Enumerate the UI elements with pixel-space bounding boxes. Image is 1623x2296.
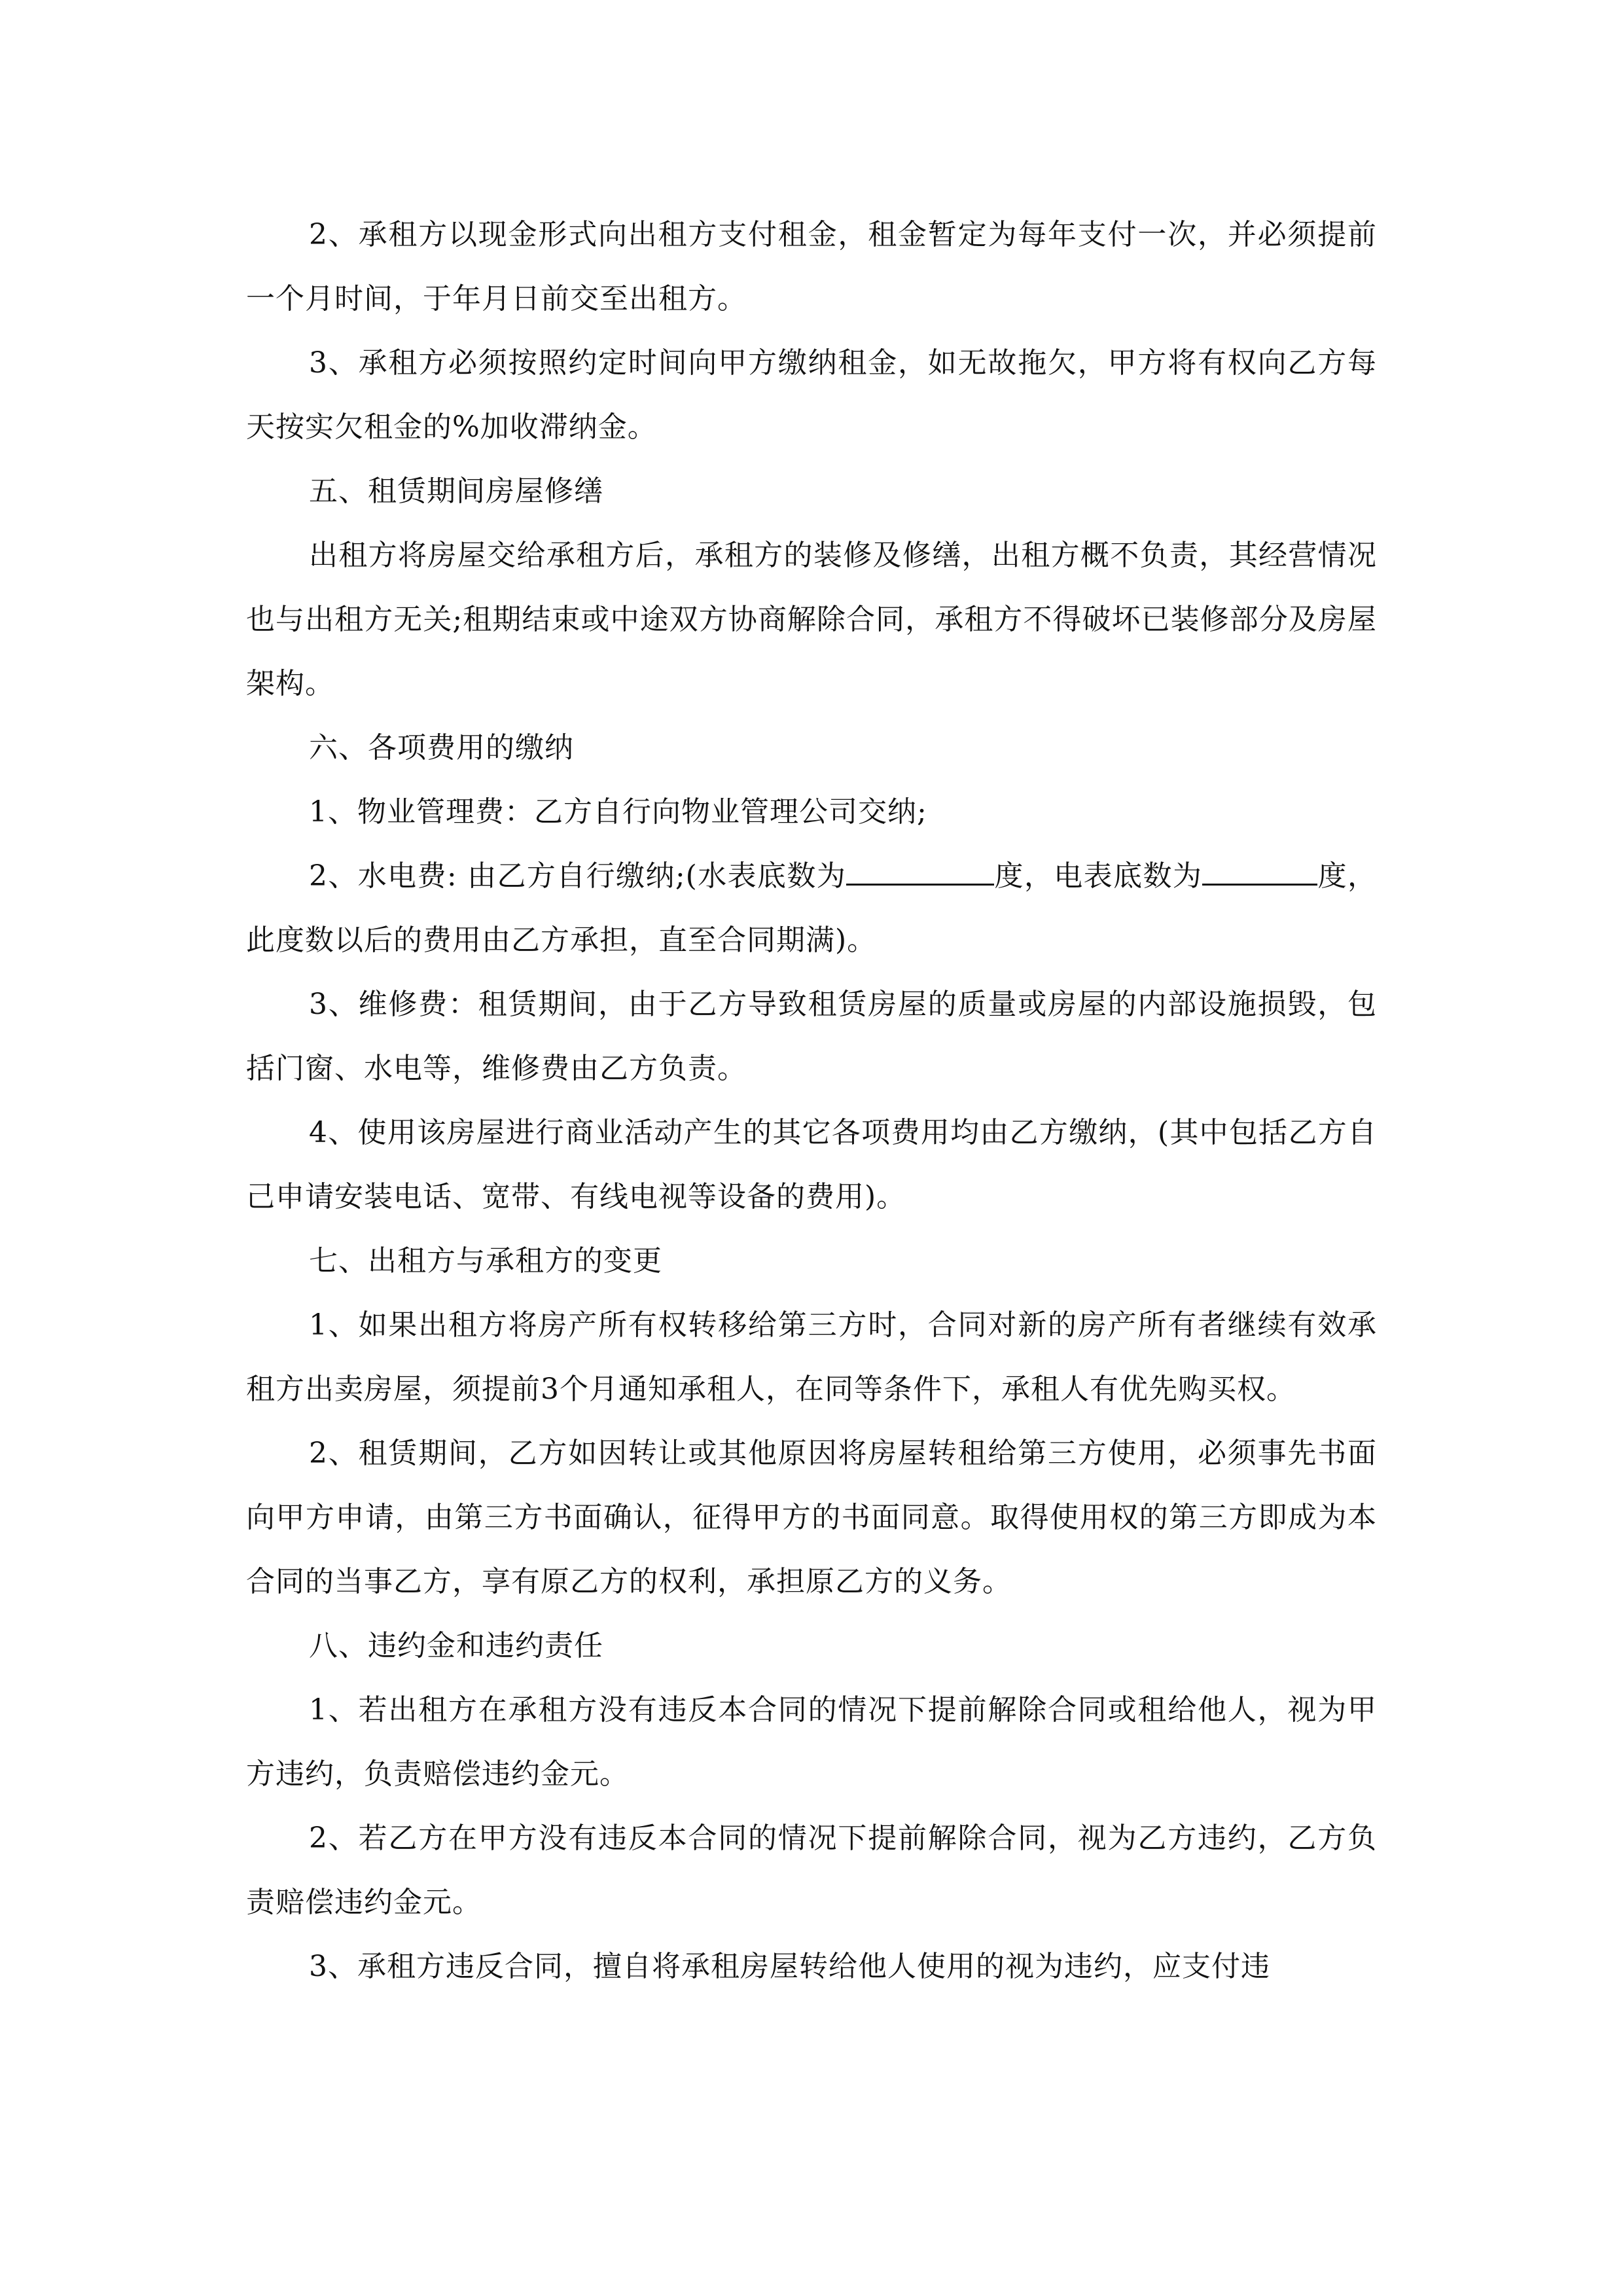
- paragraph-unauthorized-transfer: 3、承租方违反合同，擅自将承租房屋转给他人使用的视为违约，应支付违: [309, 1950, 1270, 1983]
- paragraph-sublease: 2、租赁期间，乙方如因转让或其他原因将房屋转租给第三方使用，必须事先书面向甲方申请，由第三方书面确认，征得甲方的书面同意。取得使用权的第三方即成为本合同的当事乙方，享有原乙方的权利，承担原乙方的义务。: [246, 1437, 1377, 1598]
- section-heading-fees: 六、各项费用的缴纳: [309, 731, 574, 764]
- electric-meter-blank: [1202, 857, 1317, 886]
- section-heading-changes: 七、出租方与承租方的变更: [309, 1244, 662, 1278]
- paragraph-utility-fee: [246, 844, 1377, 973]
- paragraph-other-fees: 4、使用该房屋进行商业活动产生的其它各项费用均由乙方缴纳，(其中包括乙方自己申请安装电话、宽带、有线电视等设备的费用)。: [246, 1116, 1377, 1213]
- document-page: [246, 203, 1377, 1999]
- paragraph-ownership-transfer: 1、如果出租方将房产所有权转移给第三方时，合同对新的房产所有者继续有效承租方出卖房屋，须提前3个月通知承租人，在同等条件下，承租人有优先购买权。: [246, 1308, 1377, 1406]
- utility-fee-text-3: 度，此度数以后的费用由乙方承担，直至合同期满)。: [246, 859, 1378, 957]
- paragraph-rent-payment: 2、承租方以现金形式向出租方支付租金，租金暂定为每年支付一次，并必须提前一个月时间，于年月日前交至出租方。: [246, 218, 1377, 315]
- utility-fee-text-2: 度，电表底数为: [994, 859, 1203, 893]
- paragraph-maintenance-fee: 3、维修费：租赁期间，由于乙方导致租赁房屋的质量或房屋的内部设施损毁，包括门窗、水电等，维修费由乙方负责。: [246, 988, 1377, 1085]
- section-heading-penalties: 八、违约金和违约责任: [309, 1629, 603, 1662]
- paragraph-lessor-breach: 1、若出租方在承租方没有违反本合同的情况下提前解除合同或租给他人，视为甲方违约，负责赔偿违约金元。: [246, 1693, 1377, 1791]
- paragraph-lessee-breach: 2、若乙方在甲方没有违反本合同的情况下提前解除合同，视为乙方违约，乙方负责赔偿违约金元。: [246, 1821, 1377, 1919]
- water-meter-blank: [846, 857, 994, 886]
- utility-fee-text-1: 2、水电费: 由乙方自行缴纳;(水表底数为: [309, 859, 847, 893]
- paragraph-property-fee: 1、物业管理费：乙方自行向物业管理公司交纳;: [309, 795, 927, 829]
- paragraph-repairs: 出租方将房屋交给承租方后，承租方的装修及修缮，出租方概不负责，其经营情况也与出租方无关;租期结束或中途双方协商解除合同，承租方不得破坏已装修部分及房屋架构。: [246, 539, 1377, 700]
- paragraph-late-fee: 3、承租方必须按照约定时间向甲方缴纳租金，如无故拖欠，甲方将有权向乙方每天按实欠租金的%加收滞纳金。: [246, 346, 1377, 444]
- section-heading-repairs: 五、租赁期间房屋修缮: [309, 475, 603, 508]
